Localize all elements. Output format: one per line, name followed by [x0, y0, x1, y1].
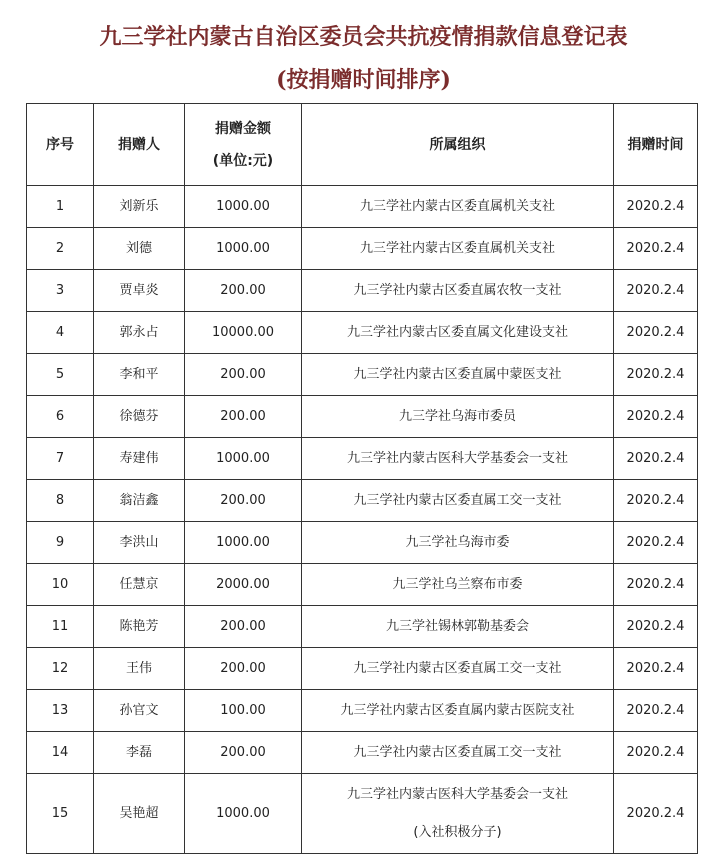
table-row [27, 564, 698, 606]
row-amount: 200.00 [185, 648, 302, 690]
row-index: 7 [27, 438, 94, 480]
row-time: 2020.2.4 [614, 186, 698, 228]
table-row [27, 732, 698, 774]
row-org: 九三学社内蒙古区委直属工交一支社 [302, 732, 614, 774]
row-time: 2020.2.4 [614, 522, 698, 564]
row-time: 2020.2.4 [614, 312, 698, 354]
row-amount: 1000.00 [185, 228, 302, 270]
row-index: 5 [27, 354, 94, 396]
row-index: 9 [27, 522, 94, 564]
row-index: 8 [27, 480, 94, 522]
row-donor: 吴艳超 [94, 774, 185, 854]
row-index: 6 [27, 396, 94, 438]
row-amount: 10000.00 [185, 312, 302, 354]
row-time: 2020.2.4 [614, 354, 698, 396]
row-org-name: 九三学社内蒙古医科大学基委会一支社 [346, 786, 568, 802]
row-time: 2020.2.4 [614, 606, 698, 648]
table-header-row [27, 104, 698, 186]
row-donor: 李洪山 [94, 522, 185, 564]
header-org: 所属组织 [302, 104, 614, 186]
row-time: 2020.2.4 [614, 774, 698, 854]
row-amount: 200.00 [185, 480, 302, 522]
table-row [27, 690, 698, 732]
row-index: 3 [27, 270, 94, 312]
row-org: 九三学社内蒙古区委直属工交一支社 [302, 648, 614, 690]
row-time: 2020.2.4 [614, 480, 698, 522]
row-donor: 李和平 [94, 354, 185, 396]
row-time: 2020.2.4 [614, 396, 698, 438]
table-row [27, 354, 698, 396]
row-org: 九三学社内蒙古区委直属内蒙古医院支社 [302, 690, 614, 732]
row-donor: 李磊 [94, 732, 185, 774]
row-org: 九三学社内蒙古区委直属机关支社 [302, 228, 614, 270]
table-row [27, 438, 698, 480]
row-amount: 2000.00 [185, 564, 302, 606]
table-row [27, 522, 698, 564]
table-row [27, 396, 698, 438]
row-amount: 200.00 [185, 732, 302, 774]
row-time: 2020.2.4 [614, 648, 698, 690]
header-amount [185, 104, 302, 186]
row-org: 九三学社内蒙古区委直属农牧一支社 [302, 270, 614, 312]
header-amount-unit: (单位:元) [212, 152, 274, 169]
row-amount: 200.00 [185, 606, 302, 648]
row-org [302, 774, 614, 854]
row-index: 10 [27, 564, 94, 606]
table-row [27, 270, 698, 312]
row-amount: 200.00 [185, 270, 302, 312]
table-row [27, 774, 698, 854]
row-donor: 寿建伟 [94, 438, 185, 480]
row-org: 九三学社锡林郭勒基委会 [302, 606, 614, 648]
row-org: 九三学社内蒙古医科大学基委会一支社 [302, 438, 614, 480]
row-org: 九三学社乌海市委 [302, 522, 614, 564]
table-row [27, 186, 698, 228]
row-donor: 贾卓炎 [94, 270, 185, 312]
row-org: 九三学社乌海市委员 [302, 396, 614, 438]
header-donor: 捐赠人 [94, 104, 185, 186]
row-org: 九三学社乌兰察布市委 [302, 564, 614, 606]
header-amount-label: 捐赠金额 [215, 120, 271, 137]
row-amount: 200.00 [185, 396, 302, 438]
page-subtitle: (按捐赠时间排序) [276, 67, 451, 93]
row-org: 九三学社内蒙古区委直属文化建设支社 [302, 312, 614, 354]
table-row [27, 648, 698, 690]
row-index: 15 [27, 774, 94, 854]
row-time: 2020.2.4 [614, 690, 698, 732]
row-index: 12 [27, 648, 94, 690]
row-index: 11 [27, 606, 94, 648]
table-row [27, 312, 698, 354]
row-donor: 徐德芬 [94, 396, 185, 438]
table-row [27, 480, 698, 522]
table-row [27, 606, 698, 648]
row-time: 2020.2.4 [614, 270, 698, 312]
row-amount: 200.00 [185, 354, 302, 396]
row-amount: 1000.00 [185, 438, 302, 480]
row-time: 2020.2.4 [614, 438, 698, 480]
row-donor: 刘德 [94, 228, 185, 270]
row-donor: 翁洁鑫 [94, 480, 185, 522]
row-index: 4 [27, 312, 94, 354]
row-amount: 1000.00 [185, 522, 302, 564]
donation-table [26, 103, 698, 854]
header-index: 序号 [27, 104, 94, 186]
row-amount: 1000.00 [185, 186, 302, 228]
table-row [27, 228, 698, 270]
row-index: 13 [27, 690, 94, 732]
row-time: 2020.2.4 [614, 732, 698, 774]
row-donor: 孙官文 [94, 690, 185, 732]
row-org: 九三学社内蒙古区委直属工交一支社 [302, 480, 614, 522]
row-index: 14 [27, 732, 94, 774]
row-donor: 王伟 [94, 648, 185, 690]
row-donor: 郭永占 [94, 312, 185, 354]
page-title: 九三学社内蒙古自治区委员会共抗疫情捐款信息登记表 [99, 24, 628, 50]
row-donor: 任慧京 [94, 564, 185, 606]
row-amount: 100.00 [185, 690, 302, 732]
row-time: 2020.2.4 [614, 228, 698, 270]
row-org-note: (入社积极分子) [413, 824, 502, 840]
row-donor: 陈艳芳 [94, 606, 185, 648]
row-amount: 1000.00 [185, 774, 302, 854]
row-index: 2 [27, 228, 94, 270]
row-org: 九三学社内蒙古区委直属中蒙医支社 [302, 354, 614, 396]
row-index: 1 [27, 186, 94, 228]
row-donor: 刘新乐 [94, 186, 185, 228]
header-time: 捐赠时间 [614, 104, 698, 186]
row-org: 九三学社内蒙古区委直属机关支社 [302, 186, 614, 228]
row-time: 2020.2.4 [614, 564, 698, 606]
